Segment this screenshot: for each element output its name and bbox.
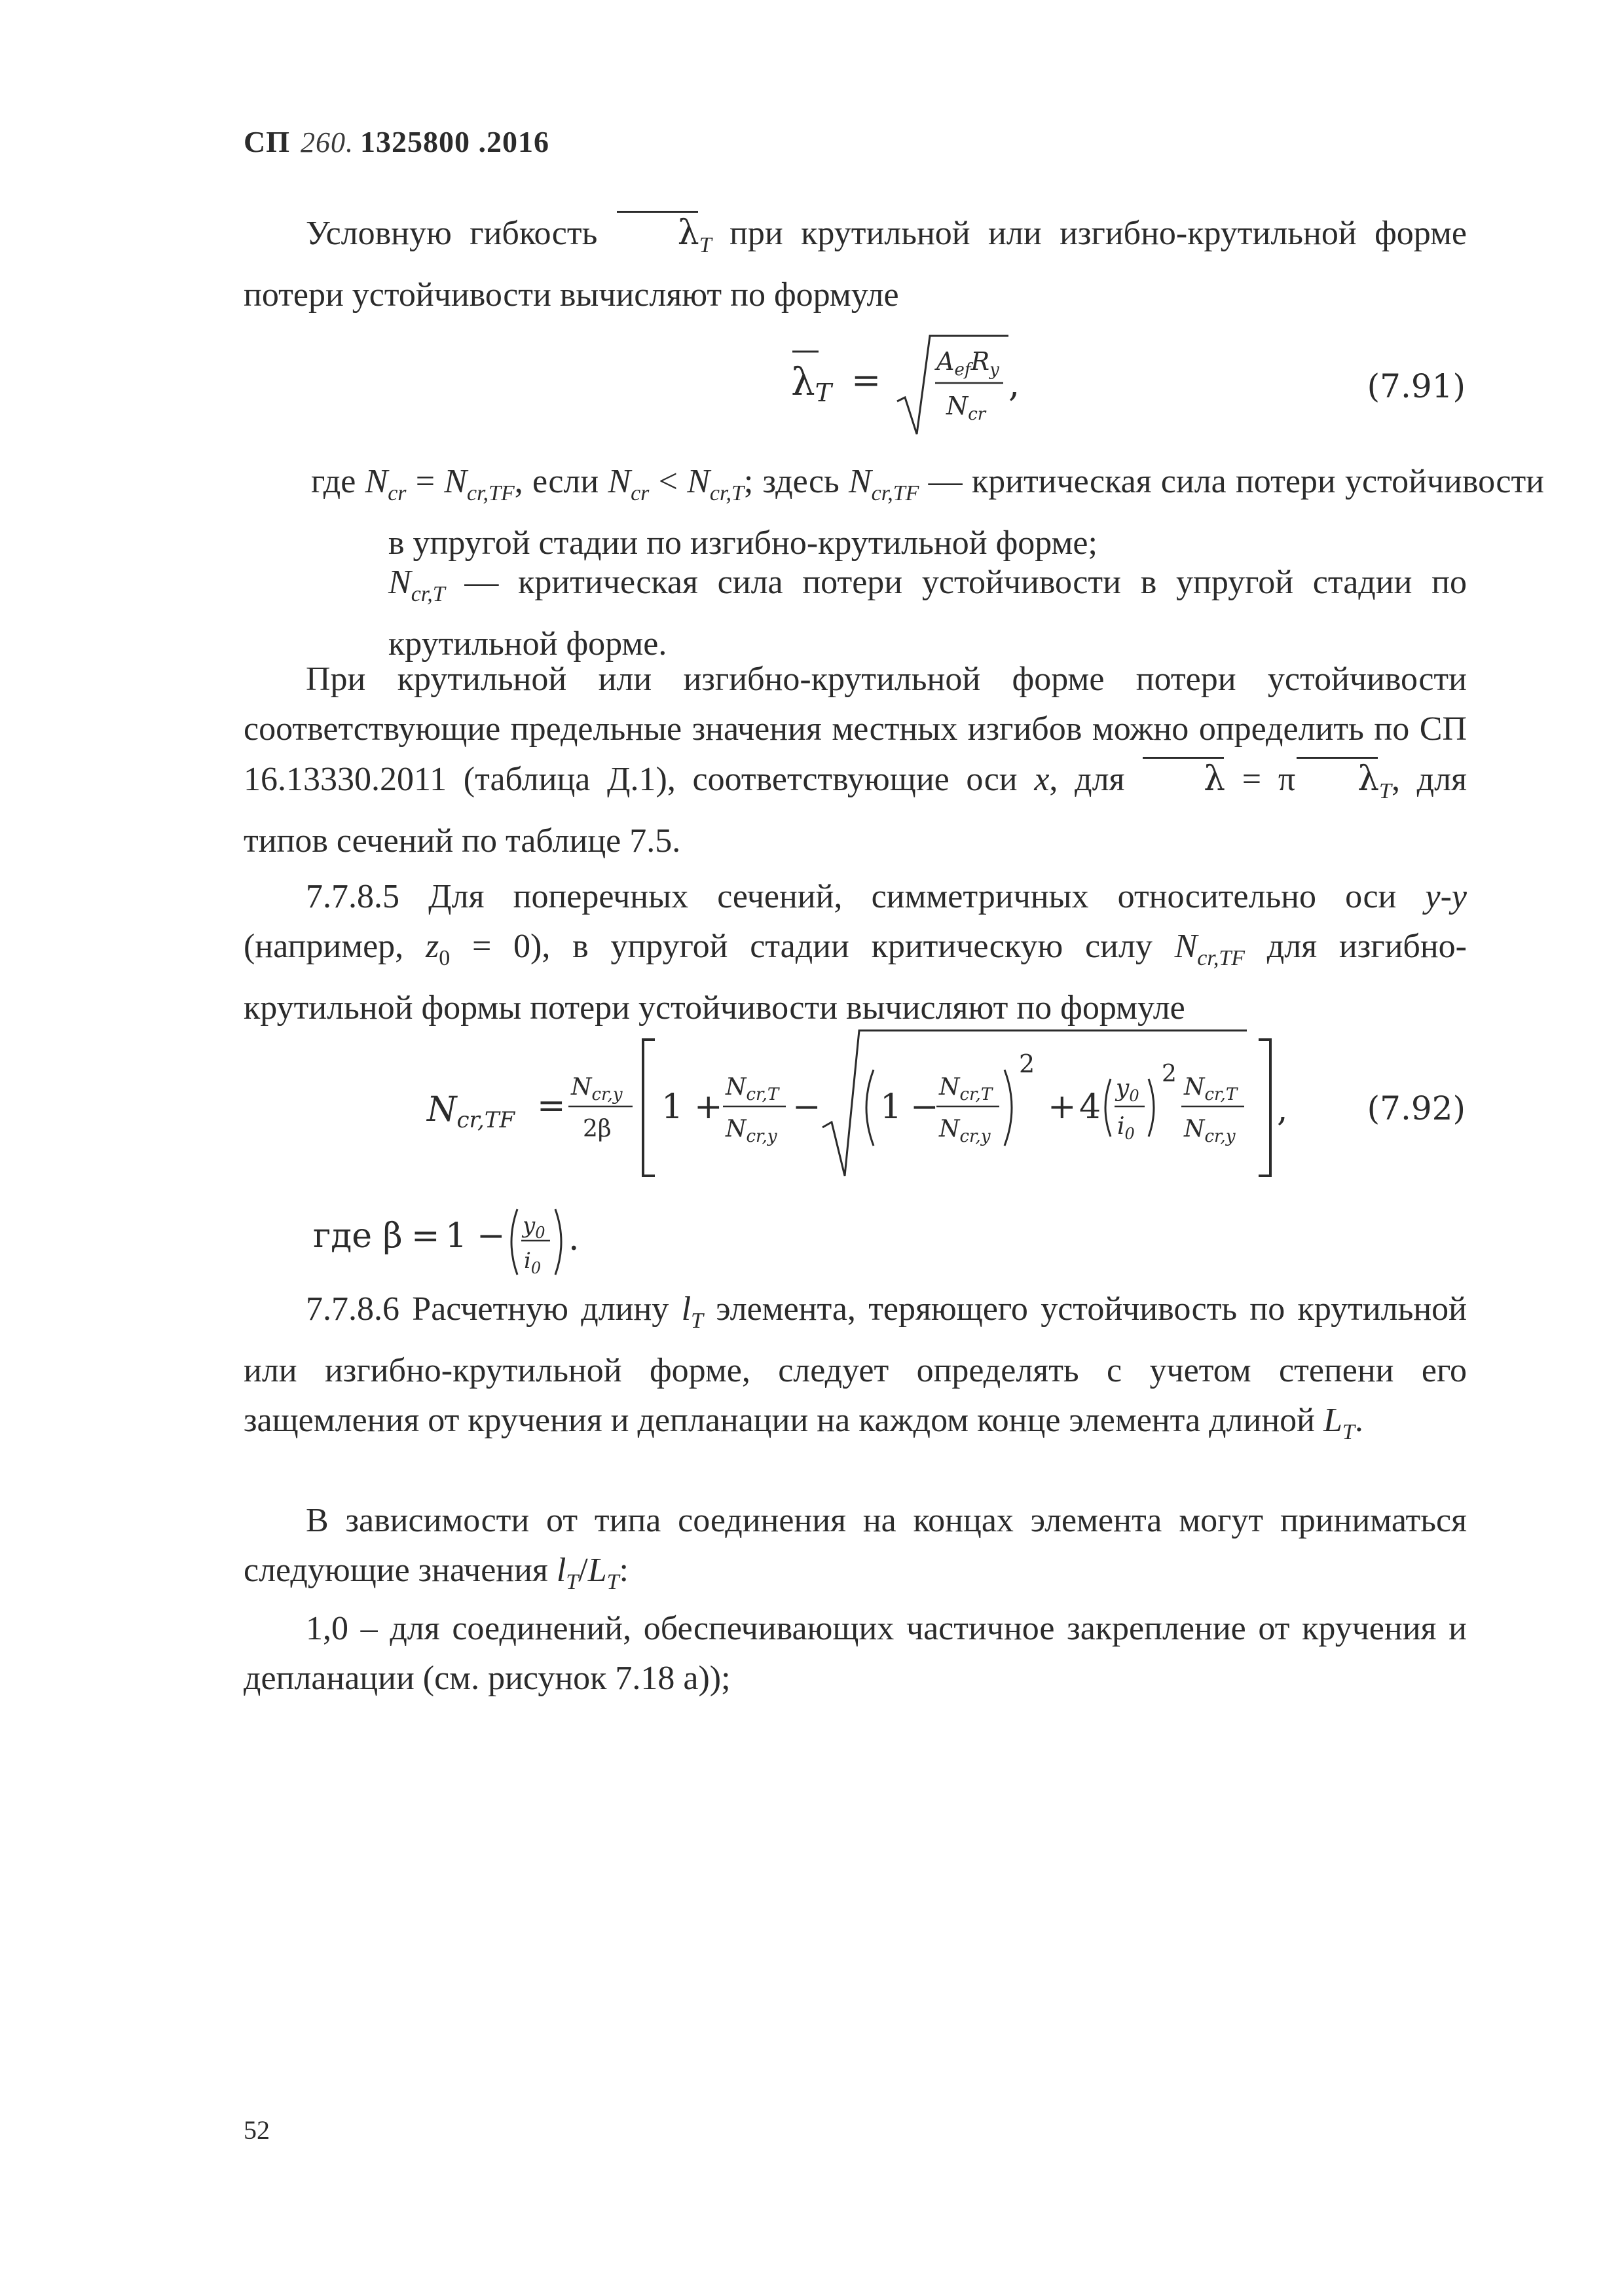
where-clause-ncrt: $N_{cr,T}$ — критическая сила потери устойчивости в упругой стадии по крутильной форме. (388, 564, 1467, 663)
eq792-lhs: N (427, 1090, 457, 1129)
eq791-equals: = (851, 359, 881, 401)
paragraph-7-7-8-6: 7.7.8.6 Расчетную длину $l_T$ элемента, теряющего устойчивость по крутильной или изгибно-крутильной форме, следует определять с учетом степени его защемления от кручения и депланации на каждом конце элемента длиной $L_T$. (244, 1290, 1467, 1444)
formula-7-91-drawing (0, 324, 1624, 448)
svg-text:Ncr,y: $N_{cr,y}$ (726, 1116, 777, 1146)
svg-text:Ncr,y: $N_{cr,y}$ (1184, 1116, 1236, 1146)
svg-text:Ncr,TF: Ncr,TF (427, 1090, 515, 1133)
lambda-symbol: λ (616, 208, 699, 258)
formula-beta (0, 1195, 1624, 1286)
svg-text:=: = (411, 1216, 440, 1256)
formula-7-92-drawing (0, 1021, 1624, 1192)
eq791-lhs: λ (791, 359, 815, 404)
page-number: 52 (244, 2115, 270, 2145)
svg-text:i0: $i_0$ (524, 1248, 542, 1277)
svg-text:y0: $y_0$ (523, 1212, 545, 1242)
paragraph-local-bends: При крутильной или изгибно-крутильной форме потери устойчивости соответствующие предельные значения местных изгибов можно определить по СП 16.13330.2011 (таблица Д.1), соответствующие оси x, для λ = π $\lambda_T$, для типов сечений по таблице 7.5. (244, 661, 1467, 860)
document-header (244, 124, 549, 159)
formula-7-92 (0, 1021, 1624, 1192)
formula-7-91 (0, 324, 1624, 448)
header-prefix: СП (244, 125, 290, 158)
svg-text:i0: $i_0$ (1117, 1113, 1135, 1143)
svg-text:Ncr,y: $N_{cr,y}$ (939, 1116, 991, 1146)
svg-text:2: 2 (1162, 1061, 1177, 1087)
svg-text:−: − (477, 1216, 506, 1256)
svg-text:1: 1 (661, 1087, 684, 1127)
svg-text:1: 1 (445, 1216, 468, 1256)
svg-text:Ncr,T: $N_{cr,T}$ (726, 1074, 779, 1104)
svg-text:Ncr,T: $N_{cr,T}$ (1184, 1074, 1238, 1104)
svg-text:где β: где β (313, 1216, 403, 1256)
svg-text:+: + (1048, 1087, 1077, 1127)
svg-text:,: , (1277, 1090, 1288, 1129)
paragraph-7-7-8-5: 7.7.8.5 Для поперечных сечений, симметричных относительно оси y-y (например, $z_0 = 0$), в упругой стадии критическую силу $N_{cr,TF}$ для изгибно-крутильной формы потери устойчивости вычисляют по формуле (244, 878, 1467, 1027)
svg-text:−: − (910, 1087, 939, 1127)
paragraph-value-1-0: 1,0 – для соединений, обеспечивающих частичное закрепление от кручения и депланации (см. рисунок 7.18 а)); (244, 1610, 1467, 1697)
svg-text:,: , (1008, 363, 1020, 405)
where-clause-ncr: где $N_{cr} = N_{cr,TF}$, если $N_{cr} < N_{cr,T}$; здесь $N_{cr,TF}$ — критическая сила потери устойчивости в упругой стадии по изгибно-крутильной форме; (311, 463, 1545, 562)
formula-beta-drawing (0, 1195, 1624, 1286)
svg-text:Ncr,y: $N_{cr,y}$ (571, 1074, 623, 1104)
svg-text:2: 2 (1019, 1049, 1035, 1078)
svg-text:=: = (537, 1086, 566, 1125)
svg-text:Ncr: $N_{cr}$ (946, 392, 986, 424)
svg-text:λT: λT (791, 359, 832, 407)
svg-text:.: . (568, 1219, 580, 1258)
paragraph-conditional-slenderness: Условную гибкость $\lambda_T$ при крутильной или изгибно-крутильной форме потери устойчивости вычисляют по формуле (244, 208, 1467, 320)
eq792-number: (7.92) (1367, 1089, 1466, 1127)
svg-text:1: 1 (880, 1087, 902, 1127)
svg-text:y0: $y_0$ (1116, 1075, 1139, 1105)
svg-text:AefRy: $A_{ef}R_y$ (936, 347, 999, 380)
paragraph-connection-types: В зависимости от типа соединения на концах элемента могут приниматься следующие значения $l_T/L_T$: (244, 1502, 1467, 1594)
svg-text:4: 4 (1079, 1087, 1101, 1127)
svg-text:+: + (694, 1087, 723, 1127)
header-handwritten-number: 260. (301, 126, 354, 158)
svg-text:2β: 2β (583, 1116, 612, 1142)
eq791-number: (7.91) (1367, 367, 1466, 405)
header-code: 1325800 .2016 (360, 125, 549, 158)
svg-text:−: − (792, 1087, 821, 1127)
svg-text:Ncr,T: $N_{cr,T}$ (939, 1074, 993, 1104)
